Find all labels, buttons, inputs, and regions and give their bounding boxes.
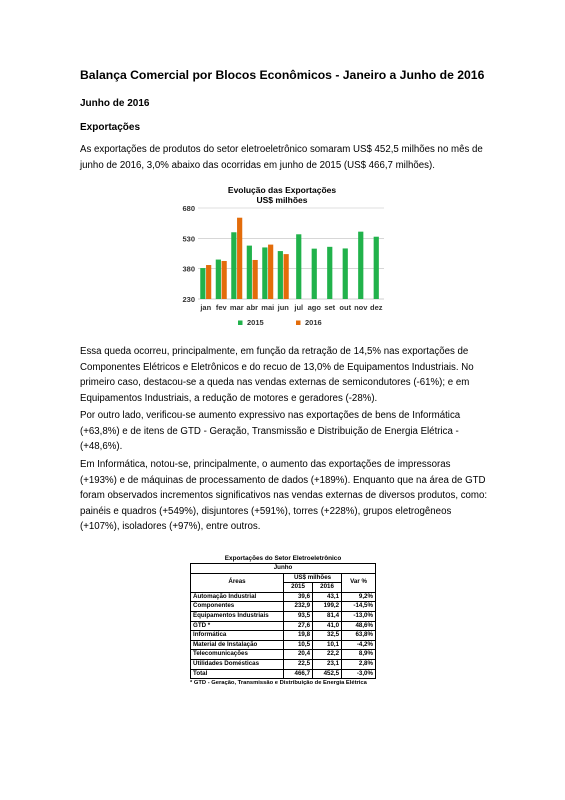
- x-tick-label: jan: [200, 303, 212, 312]
- row-var: -14,5%: [342, 602, 376, 612]
- chart-x-ticks: [199, 303, 382, 312]
- chart-title: Evolução das Exportações: [227, 185, 337, 195]
- y-tick-label: 530: [182, 234, 195, 244]
- bar-2016-jan: [206, 265, 211, 299]
- bar-2015-out: [343, 248, 348, 299]
- row-area: Material de Instalação: [191, 640, 284, 650]
- row-area: Informática: [191, 631, 284, 641]
- x-tick-label: abr: [246, 303, 259, 312]
- row-2016: 23,1: [313, 659, 342, 669]
- col-header-area: Áreas: [191, 573, 284, 592]
- bar-2016-jun: [284, 254, 289, 299]
- period-heading: Junho de 2016: [80, 98, 150, 109]
- bar-2015-mai: [262, 247, 267, 299]
- x-tick-label: set: [324, 303, 336, 312]
- row-2015: 10,5: [284, 640, 313, 650]
- col-header-2016: 2016: [313, 583, 342, 593]
- paragraph-3: Por outro lado, verificou-se aumento expressivo nas exportações de bens de Informática (+63,8%) e de itens de GTD - Geração, Transmissão e Distribuição de Energia Elétrica - (+48,6%).: [80, 410, 461, 452]
- row-area: Utilidades Domésticas: [191, 659, 284, 669]
- row-var: 63,8%: [342, 631, 376, 641]
- chart-legend: [238, 318, 322, 327]
- exports-table-block: [190, 554, 376, 686]
- table-total-row: [191, 669, 376, 679]
- x-tick-label: dez: [369, 303, 383, 312]
- bar-2016-fev: [222, 261, 227, 299]
- exports-table: [190, 563, 376, 679]
- bar-2015-mar: [231, 232, 236, 299]
- x-tick-label: out: [339, 303, 352, 312]
- section-heading: Exportações: [80, 122, 141, 133]
- table-title: Exportações do Setor Eletroeletrônico: [224, 555, 342, 562]
- legend-label: 2015: [247, 318, 264, 327]
- x-tick-label: ago: [307, 303, 321, 312]
- chart-bars: [200, 218, 379, 299]
- paragraph-2: Essa queda ocorreu, principalmente, em função da retração de 14,5% nas exportações de Componentes Elétricos e Eletrônicos e do recuo de 13,0% de Equipamentos Industriais. No primeiro caso, destacou-se a queda nas vendas externas de semicondutores (-61%); e em Equipamentos Industriais, a redução de motores e geradores (-28%).: [80, 346, 474, 404]
- row-2016: 22,2: [313, 650, 342, 660]
- table-row: [191, 650, 376, 660]
- bar-2015-nov: [358, 232, 363, 299]
- bar-2015-jul: [296, 234, 301, 299]
- table-row: [191, 592, 376, 602]
- row-2015: 19,8: [284, 631, 313, 641]
- bar-2015-fev: [216, 260, 221, 299]
- table-subtitle: Junho: [191, 564, 376, 574]
- total-2016: 452,5: [313, 669, 342, 679]
- bar-2015-set: [327, 247, 332, 299]
- row-2016: 43,1: [313, 592, 342, 602]
- total-2015: 466,7: [284, 669, 313, 679]
- row-2016: 10,1: [313, 640, 342, 650]
- bar-2016-mai: [268, 245, 273, 299]
- row-var: 48,6%: [342, 621, 376, 631]
- col-header-group: US$ milhões: [284, 573, 342, 583]
- document-title: Balança Comercial por Blocos Econômicos - Janeiro a Junho de 2016: [80, 68, 485, 82]
- table-subtitle-row: [191, 564, 376, 574]
- paragraph-4: Em Informática, notou-se, principalmente, o aumento das exportações de impressoras (+193%) e de máquinas de processamento de dados (+189%). Enquanto que na área de GTD foram observados incrementos significativos nas vendas externas de diversos produtos, como: painéis e quadros (+549%), disjuntores (+591%), torres (+228%), grupos eletrogêneos (+107%), isoladores (+97%), entre outros.: [80, 459, 488, 532]
- row-var: 9,2%: [342, 592, 376, 602]
- row-var: -4,2%: [342, 640, 376, 650]
- paragraph-1: As exportações de produtos do setor eletroeletrônico somaram US$ 452,5 milhões no mês de junho de 2016, 3,0% abaixo das ocorridas em junho de 2015 (US$ 466,7 milhões).: [80, 144, 483, 171]
- exports-bar-chart: [178, 182, 388, 342]
- chart-y-ticks: [182, 204, 195, 304]
- table-row: [191, 621, 376, 631]
- bar-2015-ago: [312, 249, 317, 299]
- bar-2015-dez: [374, 237, 379, 299]
- row-2015: 22,5: [284, 659, 313, 669]
- y-tick-label: 380: [182, 264, 195, 274]
- row-var: -13,0%: [342, 611, 376, 621]
- row-2016: 32,5: [313, 631, 342, 641]
- table-row: [191, 659, 376, 669]
- col-header-var: Var %: [342, 573, 376, 592]
- row-area: Automação Industrial: [191, 592, 284, 602]
- legend-label: 2016: [305, 318, 322, 327]
- legend-swatch-2016: [296, 321, 301, 326]
- row-2015: 27,6: [284, 621, 313, 631]
- row-2015: 39,6: [284, 592, 313, 602]
- row-2015: 232,9: [284, 602, 313, 612]
- row-2016: 41,0: [313, 621, 342, 631]
- bar-2016-abr: [253, 260, 258, 299]
- y-tick-label: 230: [182, 295, 195, 304]
- row-2015: 93,5: [284, 611, 313, 621]
- table-row: [191, 602, 376, 612]
- bar-2015-abr: [247, 246, 252, 299]
- col-header-2015: 2015: [284, 583, 313, 593]
- total-label: Total: [191, 669, 284, 679]
- row-var: 2,8%: [342, 659, 376, 669]
- x-tick-label: mai: [261, 303, 275, 312]
- x-tick-label: fev: [215, 303, 227, 312]
- table-row: [191, 611, 376, 621]
- x-tick-label: nov: [354, 303, 368, 312]
- table-row: [191, 631, 376, 641]
- chart-subtitle: US$ milhões: [256, 195, 308, 205]
- table-header-row-1: [191, 573, 376, 583]
- x-tick-label: mar: [229, 303, 244, 312]
- row-2016: 199,2: [313, 602, 342, 612]
- row-area: GTD *: [191, 621, 284, 631]
- x-tick-label: jun: [277, 303, 289, 312]
- table-footnote: * GTD - Geração, Transmissão e Distribuição de Energia Elétrica: [190, 680, 367, 687]
- row-area: Componentes: [191, 602, 284, 612]
- bar-2015-jun: [278, 251, 283, 299]
- bar-2015-jan: [200, 268, 205, 299]
- table-body: [191, 592, 376, 669]
- row-var: 8,9%: [342, 650, 376, 660]
- row-area: Equipamentos Industriais: [191, 611, 284, 621]
- row-area: Telecomunicações: [191, 650, 284, 660]
- row-2015: 20,4: [284, 650, 313, 660]
- x-tick-label: jul: [294, 303, 304, 312]
- row-2016: 81,4: [313, 611, 342, 621]
- y-tick-label: 680: [182, 204, 195, 213]
- table-row: [191, 640, 376, 650]
- bar-2016-mar: [237, 218, 242, 299]
- legend-swatch-2015: [238, 321, 243, 326]
- total-var: -3,0%: [342, 669, 376, 679]
